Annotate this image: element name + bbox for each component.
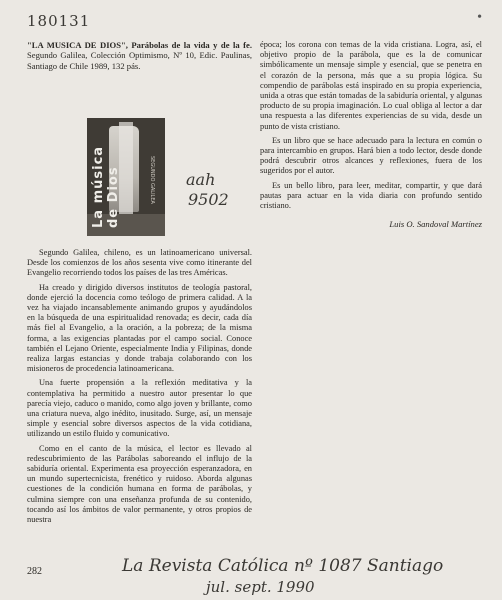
paragraph: época; los corona con temas de la vida cristiana. Logra, así, el objetivo propio de la parábola, que es la de comunicar simbólicamente un mensaje simple y esencial, que se penetra en el corazón de la persona, más que a su propia lógica. Su compendio de parábolas está inspirado en su propia experiencia, unida a otras que están tomadas de la sabiduría oriental, y algunas producto de su propia imaginación. Lo cual obliga al lector a dar una respuesta a las diferentes experiencias de su vida, desde un punto de vista cristiano. (260, 40, 482, 131)
handwritten-code-line2: 9502 (188, 190, 229, 209)
review-title (27, 40, 252, 71)
paragraph: Una fuerte propensión a la reflexión meditativa y la contemplativa ha permitido a nuestro autor presentar lo que parecía viejo, caduco o manido, como algo joven y brillante, como una criatura nueva, algo inédito, inusitado. Surge, así, un mensaje simple y esencial sobre diversos aspectos de la vida cotidiana, utilizando un estilo fluido y comunicativo. (27, 378, 252, 439)
handwritten-source-line2: jul. sept. 1990 (206, 578, 315, 596)
book-details: Segundo Galilea, Colección Optimismo, Nº 10, Edic. Paulinas, Santiago de Chile 1989, 132 pás. (27, 50, 252, 71)
right-column (260, 40, 482, 229)
paragraph: Segundo Galilea, chileno, es un latinoamericano universal. Desde los comienzos de los años sesenta vive como itinerante del Evangelio recorriendo todos los países de las tres Américas. (27, 248, 252, 278)
waterfall-highlight (119, 122, 133, 218)
paragraph: Es un libro que se hace adecuado para la lectura en común o para intercambio en grupos. Hará bien a todo lector, desde donde podrá descubrir otros alcances y reflexiones, fuera de los sugeridos por el autor. (260, 135, 482, 176)
paragraph: Es un bello libro, para leer, meditar, compartir, y que dará pautas para actuar en la vida diaria con profundo sentido cristiano. (260, 180, 482, 211)
paragraph: Como en el canto de la música, el lector es llevado al redescubrimiento de las Parábolas saboreando el influjo de la sabiduría oriental. Experimenta esa proyección esperanzadora, en un mundo supertecnicista, frenético y ruidoso. Aborda algunas cuestiones de la condición humana en forma de parábolas, y culmina siempre con una enseñanza profunda de su contenido, tocando así los ámbitos de valor permanente, y otros propios de nuestra (27, 443, 252, 525)
handwritten-code-line1: aah (186, 170, 216, 189)
book-title: "LA MUSICA DE DIOS", Parábolas de la vida y de la fe. (27, 40, 252, 50)
left-column-body (27, 248, 252, 529)
left-column-header (27, 40, 252, 71)
corner-mark: • (477, 10, 482, 25)
cover-title: La música de Dios (91, 145, 121, 228)
handwritten-source-line1: La Revista Católica nº 1087 Santiago (122, 556, 444, 576)
handwritten-reference-number: 180131 (27, 12, 91, 30)
paragraph: Ha creado y dirigido diversos institutos de teología pastoral, donde ejerció la docencia como teólogo de primera calidad. A la vez ha viajado incansablemente animando grupos y ayudándolos en la búsqueda de una espiritualidad renovada; es decir, cada día más fiel al Evangelio, a la oración, a la pobreza; de la misma forma, a las exigencias plantadas por el campo social. Conoce también el Lejano Oriente, especialmente India y Filipinas, donde realiza largas estancias y donde trabaja colaborando con los misioneros de procedencia latinoamericana. (27, 282, 252, 374)
page-number: 282 (27, 566, 42, 577)
book-cover-image (87, 118, 165, 236)
reviewer-signature: Luis O. Sandoval Martínez (389, 219, 482, 230)
cover-author: SEGUNDO GALILEA (149, 156, 155, 204)
